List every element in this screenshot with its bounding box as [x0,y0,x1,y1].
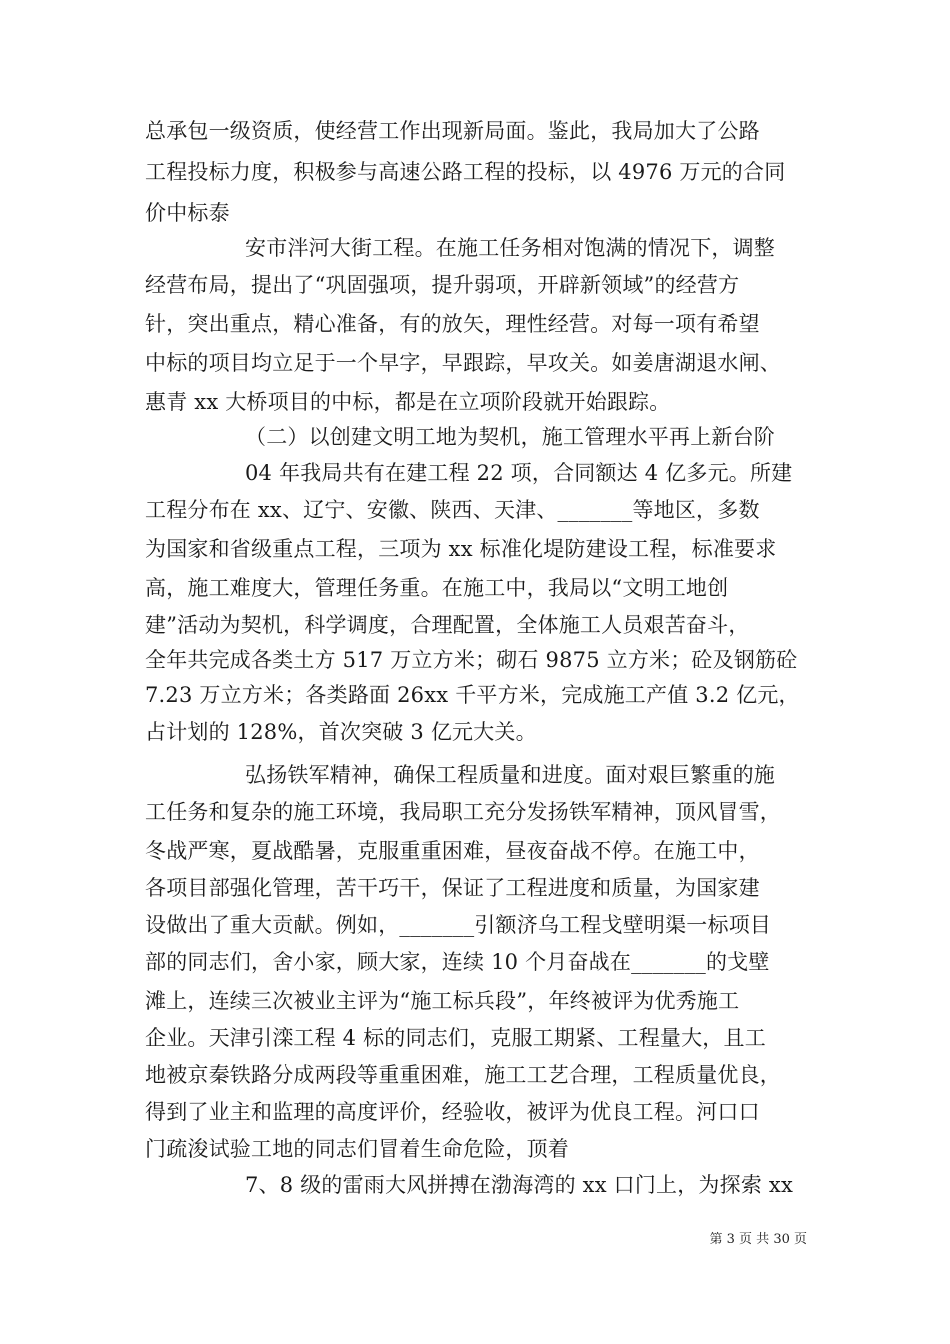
text-line: 工任务和复杂的施工环境，我局职工充分发扬铁军精神，顶风冒雪， [145,800,781,824]
text-line: 04 年我局共有在建工程 22 项，合同额达 4 亿多元。所建 [245,461,793,485]
text-line: 7、8 级的雷雨大风拼搏在渤海湾的 xx 口门上，为探索 xx [245,1173,793,1197]
text-line: 工程投标力度，积极参与高速公路工程的投标，以 4976 万元的合同 [145,160,786,184]
text-line: 高，施工难度大，管理任务重。在施工中，我局以“文明工地创 [145,576,729,600]
text-line: 7.23 万立方米；各类路面 26xx 千平方米，完成施工产值 3.2 亿元， [145,683,800,707]
text-line: 安市泮河大街工程。在施工任务相对饱满的情况下，调整 [245,236,775,260]
text-line: 企业。天津引滦工程 4 标的同志们，克服工期紧、工程量大，且工 [145,1026,766,1050]
section-heading: （二）以创建文明工地为契机，施工管理水平再上新台阶 [245,425,775,449]
text-line: 为国家和省级重点工程，三项为 xx 标准化堤防建设工程，标准要求 [145,537,777,561]
text-line: 全年共完成各类土方 517 万立方米；砌石 9875 立方米；砼及钢筋砼 [145,648,798,672]
text-line: 冬战严寒，夏战酷暑，克服重重困难，昼夜奋战不停。在施工中， [145,839,760,863]
text-line: 惠青 xx 大桥项目的中标，都是在立项阶段就开始跟踪。 [145,390,671,414]
text-line: 滩上，连续三次被业主评为“施工标兵段”，年终被评为优秀施工 [145,989,740,1013]
text-line: 门疏浚试验工地的同志们冒着生命危险，顶着 [145,1137,569,1161]
text-line: 设做出了重大贡献。例如，_______引额济乌工程戈壁明渠一标项目 [145,913,772,937]
text-line: 经营布局，提出了“巩固强项，提升弱项，开辟新领域”的经营方 [145,273,740,297]
text-line: 总承包一级资质，使经营工作出现新局面。鉴此，我局加大了公路 [145,119,760,143]
text-line: 部的同志们，舍小家，顾大家，连续 10 个月奋战在_______的戈壁 [145,950,770,974]
text-line: 各项目部强化管理，苦干巧干，保证了工程进度和质量，为国家建 [145,876,760,900]
text-line: 弘扬铁军精神，确保工程质量和进度。面对艰巨繁重的施 [245,763,775,787]
text-line: 中标的项目均立足于一个早字，早跟踪，早攻关。如姜唐湖退水闸、 [145,351,781,375]
text-line: 价中标泰 [145,201,230,225]
text-line: 针，突出重点，精心准备，有的放矢，理性经营。对每一项有希望 [145,312,760,336]
page-number: 第 3 页 共 30 页 [709,1232,807,1247]
text-line: 得到了业主和监理的高度评价，经验收，被评为优良工程。河口口 [145,1100,760,1124]
text-line: 工程分布在 xx、辽宁、安徽、陕西、天津、_______等地区，多数 [145,498,760,522]
text-line: 占计划的 128%，首次突破 3 亿元大关。 [145,720,537,744]
text-line: 建”活动为契机，科学调度，合理配置，全体施工人员艰苦奋斗， [145,613,750,637]
text-line: 地被京秦铁路分成两段等重重困难，施工工艺合理，工程质量优良， [145,1063,781,1087]
